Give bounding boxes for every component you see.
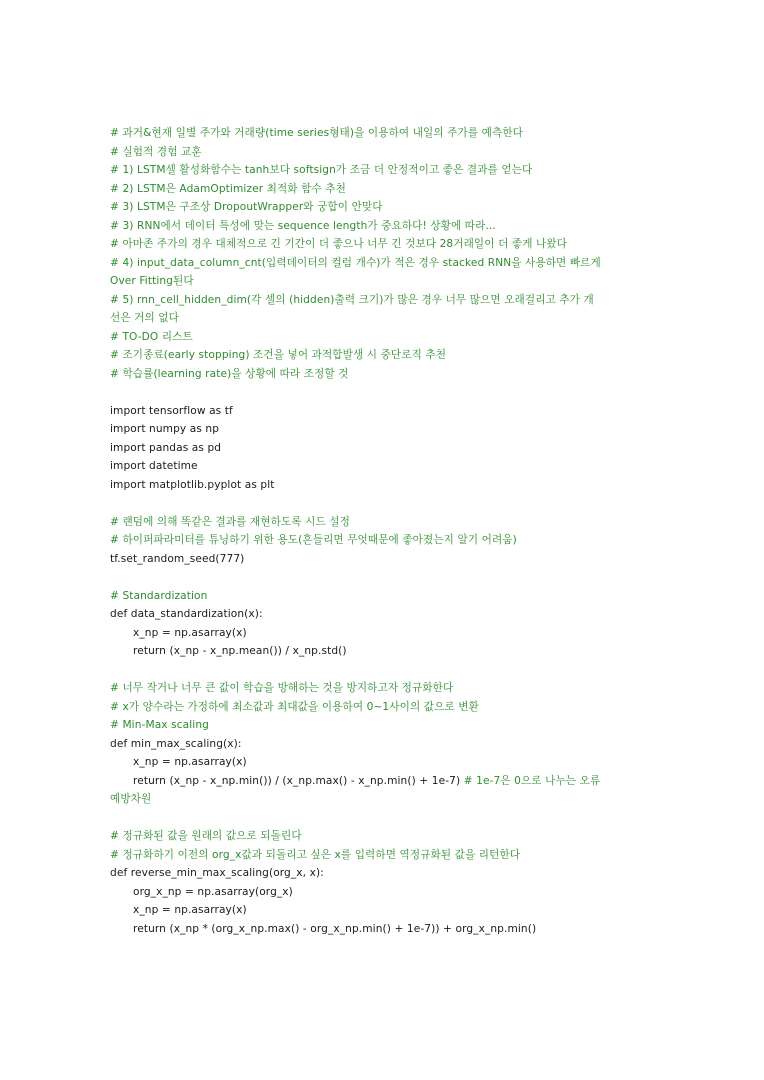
code-text: return (x_np - x_np.min()) / (x_np.max() - x_np.min() + 1e-7) xyxy=(133,774,464,787)
comment-line: # Min-Max scaling xyxy=(110,719,209,731)
code-line: def data_standardization(x): xyxy=(110,608,263,620)
comment-line: # 1) LSTM셀 활성화함수는 tanh보다 softsign가 조금 더 안정적이고 좋은 결과를 얻는다 xyxy=(110,164,533,176)
blank-line xyxy=(110,494,662,513)
code-line: return (x_np * (org_x_np.max() - org_x_np.min() + 1e-7)) + org_x_np.min() xyxy=(133,922,537,935)
code-line: x_np = np.asarray(x) xyxy=(133,904,247,916)
code-line: import pandas as pd xyxy=(110,441,222,454)
comment-line: # 과거&현재 일별 주가와 거래량(time series형태)을 이용하여 내일의 주가를 예측한다 xyxy=(110,127,523,139)
code-line: import matplotlib.pyplot as plt xyxy=(110,478,275,491)
comment-line: # 정규화하기 이전의 org_x값과 되돌리고 싶은 x를 입력하면 역정규화된 값을 리턴한다 xyxy=(110,848,521,861)
code-line: import numpy as np xyxy=(110,423,220,435)
code-line xyxy=(110,772,662,791)
inline-comment: # 1e-7은 0으로 나누는 오류 xyxy=(463,774,601,787)
comment-line: # 실험적 경험 교훈 xyxy=(110,145,202,158)
comment-line: # 너무 작거나 너무 큰 값이 학습을 방해하는 것을 방지하고자 정규화한다 xyxy=(110,682,454,694)
code-line: x_np = np.asarray(x) xyxy=(133,756,247,768)
blank-line xyxy=(110,809,662,828)
comment-line: # 조기종료(early stopping) 조건을 넣어 과적합발생 시 중단로직 추천 xyxy=(110,349,447,361)
comment-line: # 정규화된 값을 원래의 값으로 되돌린다 xyxy=(110,830,302,842)
code-line: def min_max_scaling(x): xyxy=(110,737,242,750)
comment-line: # 랜덤에 의해 똑같은 결과를 재현하도록 시드 설정 xyxy=(110,515,350,528)
code-line: def reverse_min_max_scaling(org_x, x): xyxy=(110,867,324,879)
comment-line: # 3) RNN에서 데이터 특성에 맞는 sequence length가 중요하다! 상황에 따라... xyxy=(110,219,496,232)
comment-line: # x가 양수라는 가정하에 최소값과 최대값을 이용하여 0~1사이의 값으로 변환 xyxy=(110,700,479,713)
comment-line: # Standardization xyxy=(110,589,208,602)
comment-line: # 4) input_data_column_cnt(입력데이터의 컬럼 개수)가 적은 경우 stacked RNN을 사용하면 빠르게 xyxy=(110,256,601,269)
comment-line: # TO-DO 리스트 xyxy=(110,330,193,343)
comment-line: # 하이퍼파라미터를 튜닝하기 위한 용도(흔들리면 무엇때문에 좋아졌는지 알기 어려움) xyxy=(110,534,517,546)
code-line: return (x_np - x_np.mean()) / x_np.std() xyxy=(133,645,347,657)
code-listing xyxy=(110,124,662,938)
code-line: import datetime xyxy=(110,460,198,472)
code-line: x_np = np.asarray(x) xyxy=(133,626,247,639)
comment-line: Over Fitting된다 xyxy=(110,275,194,287)
comment-line: # 5) rnn_cell_hidden_dim(각 셀의 (hidden)출력 크기)가 많은 경우 너무 많으면 오래걸리고 추가 개 xyxy=(110,293,594,306)
comment-line: # 2) LSTM은 AdamOptimizer 최적화 함수 추천 xyxy=(110,182,346,195)
comment-line: # 아마존 주가의 경우 대체적으로 긴 기간이 더 좋으나 너무 긴 것보다 28거래일이 더 좋게 나왔다 xyxy=(110,238,568,250)
comment-line: 선은 거의 없다 xyxy=(110,312,179,324)
code-line: org_x_np = np.asarray(org_x) xyxy=(133,885,293,898)
code-line: import tensorflow as tf xyxy=(110,404,233,417)
blank-line xyxy=(110,661,662,680)
blank-line xyxy=(110,568,662,587)
blank-line xyxy=(110,383,662,402)
comment-line: # 3) LSTM은 구조상 DropoutWrapper와 궁합이 안맞다 xyxy=(110,201,383,213)
comment-line: 예방차원 xyxy=(110,793,152,805)
code-line: tf.set_random_seed(777) xyxy=(110,552,245,565)
comment-line: # 학습률(learning rate)을 상황에 따라 조정할 것 xyxy=(110,367,349,380)
